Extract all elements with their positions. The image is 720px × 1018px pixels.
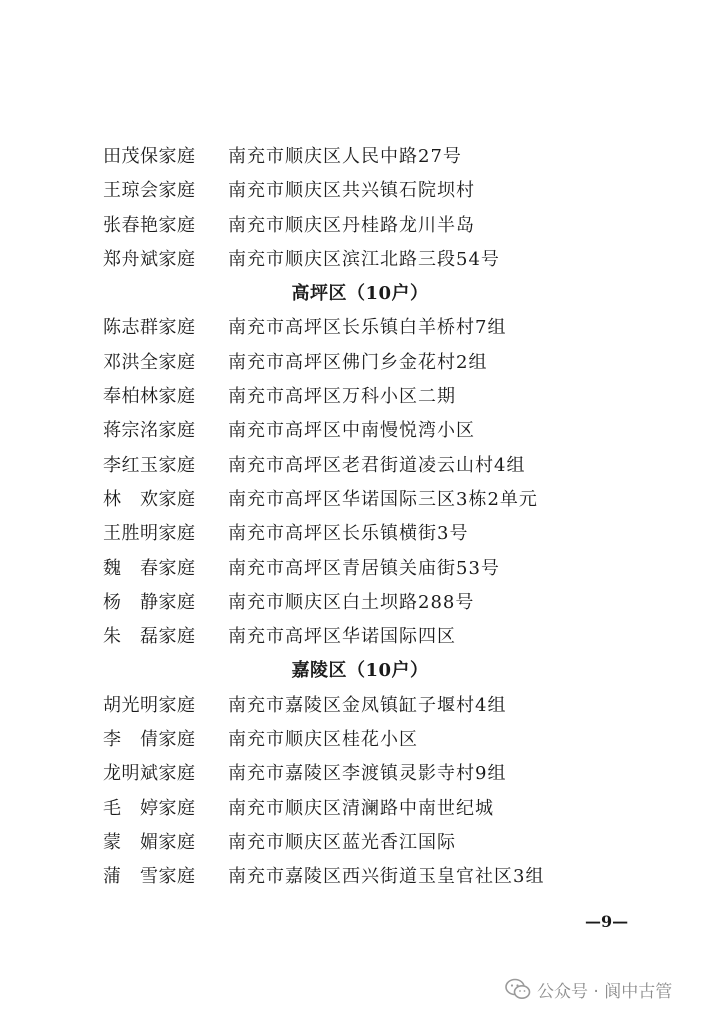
household-name: 邓洪全家庭 [103,351,196,373]
household-name: 陈志群家庭 [103,317,196,339]
household-address: 南充市顺庆区人民中路27号 [228,146,462,167]
household-address: 南充市高坪区长乐镇横街3号 [228,523,469,545]
household-address: 南充市嘉陵区西兴街道玉皇官社区3组 [228,866,545,888]
household-address: 南充市顺庆区白土坝路288号 [228,591,475,613]
household-address: 南充市顺庆区清澜路中南世纪城 [228,797,494,819]
watermark-text: 公众号 · 阆中古管 [537,981,673,1002]
household-name: 杨 静家庭 [103,591,196,613]
household-row [0,826,720,860]
household-address: 南充市顺庆区共兴镇石院坝村 [228,180,475,202]
household-row [0,140,720,174]
watermark [505,976,672,1002]
household-name: 张春艳家庭 [103,214,196,236]
district-header [0,277,720,311]
household-row [0,757,720,791]
household-name: 李 倩家庭 [103,729,196,751]
household-name: 龙明斌家庭 [103,763,196,785]
household-address: 南充市高坪区长乐镇白羊桥村7组 [228,317,507,339]
household-row [0,723,720,757]
household-address: 南充市高坪区万科小区二期 [228,386,456,408]
household-row [0,243,720,277]
household-name: 毛 婷家庭 [103,797,196,819]
household-address: 南充市高坪区华诺国际四区 [228,626,456,648]
household-name: 奉柏林家庭 [103,386,196,408]
district-title: 嘉陵区（10户） [291,660,429,682]
household-row [0,346,720,380]
household-row [0,517,720,551]
household-row [0,620,720,654]
household-row [0,449,720,483]
household-address: 南充市顺庆区桂花小区 [228,729,418,751]
household-name: 李红玉家庭 [103,454,196,476]
household-name: 林 欢家庭 [103,488,196,510]
household-name: 蒋宗洺家庭 [103,420,196,442]
household-address: 南充市高坪区佛门乡金花村2组 [228,351,488,373]
district-title: 高坪区（10户） [291,283,429,305]
household-address: 南充市高坪区华诺国际三区3栋2单元 [228,488,538,510]
household-address: 南充市嘉陵区金凤镇缸子堰村4组 [228,694,507,716]
household-row [0,689,720,723]
household-address: 南充市高坪区中南慢悦湾小区 [228,420,475,442]
household-name: 胡光明家庭 [103,694,196,716]
household-row [0,311,720,345]
household-name: 王胜明家庭 [103,523,196,545]
household-address: 南充市嘉陵区李渡镇灵影寺村9组 [228,763,507,785]
household-address: 南充市高坪区青居镇关庙街53号 [228,557,500,579]
household-name: 蒲 雪家庭 [103,866,196,888]
household-row [0,174,720,208]
household-row [0,552,720,586]
household-list [0,140,720,895]
household-row [0,792,720,826]
household-row [0,483,720,517]
district-header [0,654,720,688]
household-name: 魏 春家庭 [103,557,196,579]
household-row [0,209,720,243]
household-row [0,586,720,620]
household-address: 南充市顺庆区滨江北路三段54号 [228,248,500,270]
household-row [0,414,720,448]
household-address: 南充市高坪区老君街道凌云山村4组 [228,454,526,476]
household-address: 南充市顺庆区丹桂路龙川半岛 [228,214,475,236]
household-row [0,380,720,414]
page-number: —9— [585,912,629,931]
household-name: 郑舟斌家庭 [103,248,196,270]
household-name: 田茂保家庭 [103,146,196,167]
household-row [0,860,720,894]
household-name: 蒙 媚家庭 [103,831,196,853]
household-name: 朱 磊家庭 [103,626,196,648]
household-name: 王琼会家庭 [103,180,196,202]
wechat-icon [505,978,531,1000]
household-address: 南充市顺庆区蓝光香江国际 [228,831,456,853]
